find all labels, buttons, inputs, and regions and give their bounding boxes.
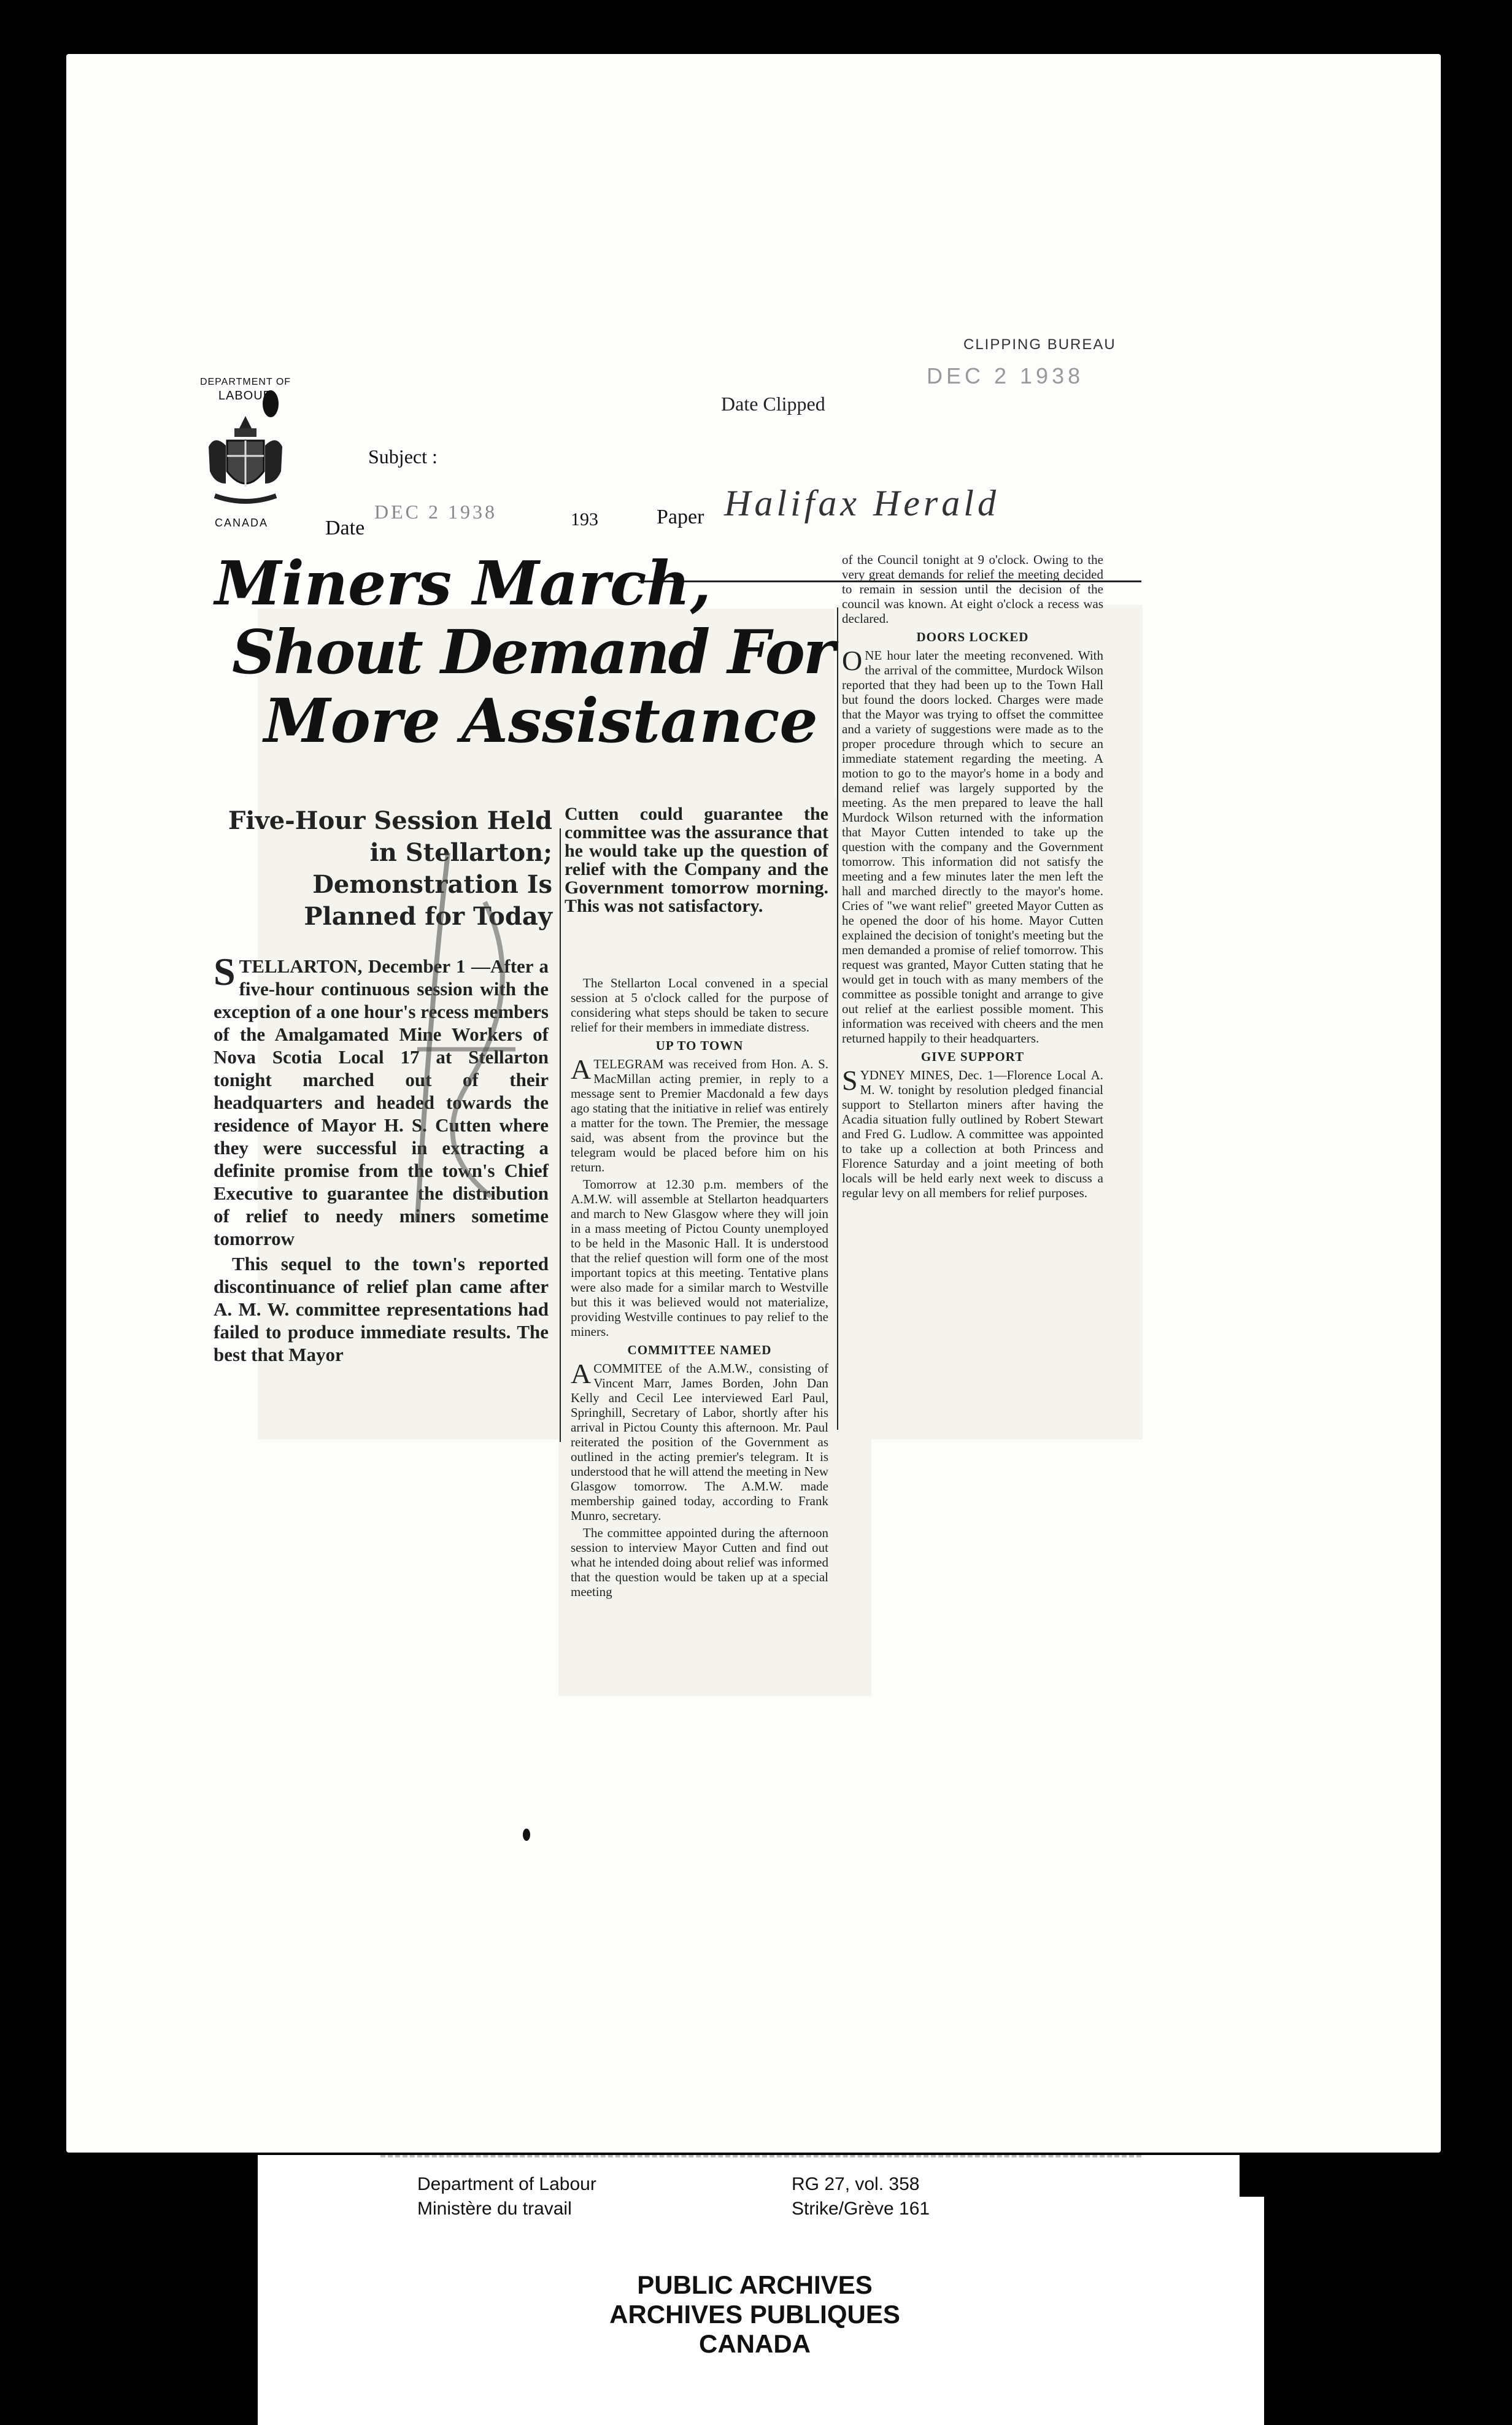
- public-archives-title: [380, 2270, 1129, 2359]
- column-1-text: TELLARTON, December 1 —After a five-hour continuous session with the exception of a one hour's recess members of the Amalgamated Mine Workers of Nova Scotia Local 17 at Stellarton tonight marched out of their headquarters and headed towards the residence of Mayor H. S. Cutten where they were successful in extracting a definite promise from the town's Chief Executive to guarantee the distribution of relief to needy miners sometime tomorrow: [214, 955, 549, 1249]
- headline-line-1: Miners March,: [215, 549, 711, 619]
- column-2-paragraph: COMMITEE of the A.M.W., consisting of Vincent Marr, James Borden, John Dan Kelly and Cecil Lee interviewed Earl Paul, Springhill, Secretary of Labor, shortly after his arrival in Pictou County this afternoon. Mr. Paul reiterated the position of the Government as outlined in the acting premier's telegram. It is understood that he will attend the meeting in New Glasgow tomorrow. The A.M.W. made membership gained today, according to Frank Munro, secretary.: [571, 1361, 828, 1523]
- section-head: GIVE SUPPORT: [920, 1049, 1025, 1064]
- column-1-text-2: This sequel to the town's reported discontinuance of relief plan came after A. M. W. committee representations had failed to produce immediate results. The best that Mayor: [214, 1253, 549, 1365]
- column-3-paragraph: NE hour later the meeting reconvened. With the arrival of the committee, Murdock Wilson reported that they had been up to the Town Hall but found the doors locked. Charges were made that the Mayor was trying to offset the committee and a variety of suggestions were made as to the proper procedure through which to secure an immediate statement regarding the meeting. A motion to go to the mayor's home in a body and demand relief was largely supported by the meeting. As the men prepared to leave the hall Murdock Wilson returned with the information that Mayor Cutten intended to take up the question with the company and the Government tomorrow. This information did not satisfy the meeting and a few minutes later the men left the hall and marched directly to the mayor's home. Cries of "we want relief" greeted Mayor Cutten as he opened the door of his home. Mayor Cutten explained the decision of tonight's meeting but the men demanded a promise of relief tomorrow. This request was granted, Mayor Cutten stating that he would get in touch with as many members of the committee as possible tonight and arrange to give out relief at the earliest possible moment. This information was received with cheers and the men returned happily to their headquarters.: [842, 648, 1103, 1046]
- department-of: DEPARTMENT OF: [199, 377, 291, 387]
- perforation: [380, 2155, 1141, 2157]
- column-2-paragraph: Tomorrow at 12.30 p.m. members of the A.M.W. will assemble at Stellarton headquarters and march to New Glasgow where they will join in a mass meeting of Pictou County unemployed to be held in the Masonic Hall. It is understood that the relief question will form one of the most important topics at this meeting. Tentative plans were also made for a similar march to Westville but this it was believed would not materialize, providing Westville continues to pay relief to the miners.: [571, 1177, 828, 1339]
- column-2-paragraph: The Stellarton Local convened in a special session at 5 o'clock called for the purpose of considering what steps should be taken to secure relief for their members in immediate distress.: [571, 976, 828, 1035]
- section-head: UP TO TOWN: [655, 1038, 744, 1053]
- public-archives: PUBLIC ARCHIVES: [637, 2270, 873, 2299]
- record-group: RG 27, vol. 358: [792, 2174, 920, 2194]
- headline-line-3: More Assistance: [264, 686, 818, 757]
- column-2-paragraph: The committee appointed during the afternoon session to interview Mayor Cutten and find out what he intended doing about relief was informed that the question would be taken up at a special meeting: [571, 1525, 828, 1599]
- strike-number: Strike/Grève 161: [792, 2199, 930, 2219]
- column-rule: [837, 607, 838, 1430]
- clipping-bureau-label: CLIPPING BUREAU: [963, 336, 1116, 353]
- drop-cap: A: [571, 1054, 592, 1085]
- article-subhead: Five-Hour Session Held in Stellarton; Demonstration Is Planned for Today: [228, 806, 552, 931]
- article-column-3: [842, 552, 1103, 1203]
- department-en: Department of Labour: [417, 2174, 596, 2194]
- department-label: [184, 376, 307, 403]
- date-stamp: DEC 2 1938: [927, 363, 1084, 388]
- article-column-2: [571, 976, 828, 1602]
- subject-label: Subject :: [368, 445, 438, 468]
- canada-label: CANADA: [215, 517, 269, 529]
- article-headline: [202, 549, 833, 757]
- pencil-mark-icon: [393, 828, 577, 1258]
- archives-publiques: ARCHIVES PUBLIQUES: [609, 2300, 900, 2329]
- article-column-2-lead: Cutten could guarantee the committee was the assurance that he would take up the question of relief with the Company and the Government tomorrow morning. This was not satisfactory.: [565, 804, 828, 916]
- department-fr: Ministère du travail: [417, 2199, 572, 2219]
- headline-line-2: Shout Demand For: [232, 617, 833, 688]
- coat-of-arms-icon: [202, 410, 288, 508]
- paper-label: Paper: [657, 506, 704, 528]
- archives-canada: CANADA: [699, 2329, 811, 2358]
- drop-cap: A: [571, 1358, 592, 1389]
- stray-mark: [523, 1829, 530, 1841]
- year-prefix: 193: [571, 509, 598, 530]
- archive-reference: [792, 2172, 930, 2221]
- date-value: DEC 2 1938: [374, 501, 497, 523]
- section-head: DOORS LOCKED: [916, 630, 1029, 644]
- archive-label-tab: [1141, 2197, 1264, 2425]
- date-label: Date: [325, 517, 365, 539]
- drop-cap: S: [214, 950, 236, 993]
- column-2-paragraph: TELEGRAM was received from Hon. A. S. MacMillan acting premier, in reply to a message sent to Premier Macdonald a few days ago stating that the initiative in relief was entirely a matter for the town. The Premier, the message said, was absent from the province but the telegram would be placed before him on his return.: [571, 1057, 828, 1174]
- drop-cap: S: [842, 1065, 858, 1096]
- column-3-paragraph: of the Council tonight at 9 o'clock. Owing to the very great demands for relief the meeting decided to remain in session until the decision of the council was known. At eight o'clock a recess was declared.: [842, 552, 1103, 626]
- drop-cap: O: [842, 645, 863, 676]
- archive-department: [417, 2172, 596, 2221]
- date-clipped-label: Date Clipped: [721, 393, 825, 415]
- archive-label-tab: [258, 2197, 380, 2425]
- column-3-paragraph: YDNEY MINES, Dec. 1—Florence Local A. M. W. tonight by resolution pledged financial support to Stellarton miners after having the Acadia situation fully outlined by Robert Stewart and Fred G. Ludlow. A committee was appointed to take up a collection at both Princess and Florence Saturday and a joint meeting of both locals will be held early next week to discuss a regular levy on all members for relief purposes.: [842, 1068, 1103, 1200]
- section-head: COMMITTEE NAMED: [627, 1343, 772, 1357]
- labour-label: LABOUR: [218, 389, 273, 403]
- paper-value: Halifax Herald: [724, 483, 1000, 523]
